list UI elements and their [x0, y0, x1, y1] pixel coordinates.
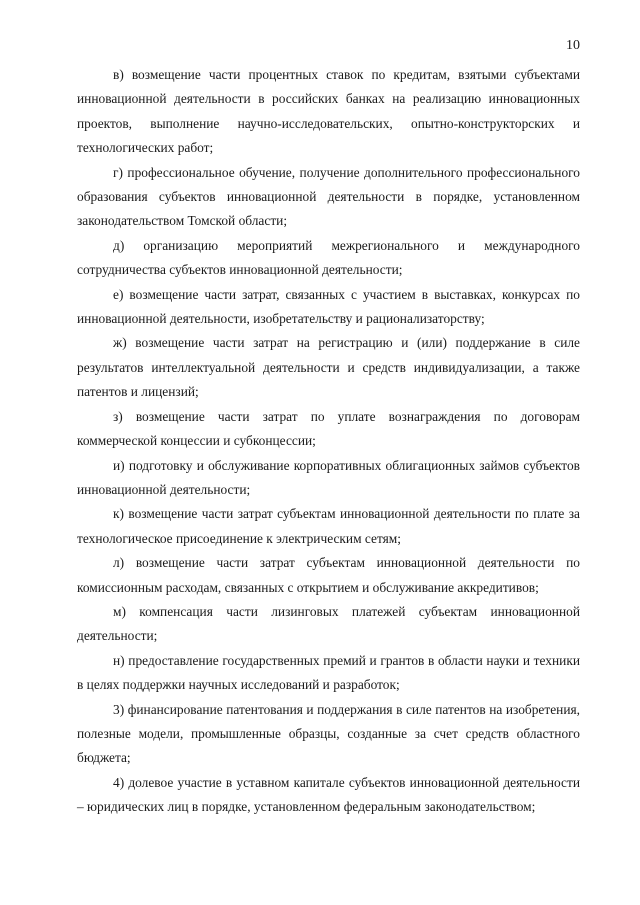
paragraph-zh: ж) возмещение части затрат на регистрацию и (или) поддержание в силе результатов интеллектуальной деятельности и средств индивидуализации, а также патентов и лицензий; — [77, 335, 580, 400]
paragraph-v: в) возмещение части процентных ставок по кредитам, взятыми субъектами инновационной деятельности в российских банках на реализацию инновационных проектов, выполнение научно-исследовательских, опытно-конструкторских и технологических работ; — [77, 67, 580, 156]
paragraph-d: д) организацию мероприятий межрегионального и международного сотрудничества субъектов инновационной деятельности; — [77, 237, 580, 278]
paragraph-3: 3) финансирование патентования и поддержания в силе патентов на изобретения, полезные модели, промышленные образцы, созданные за счет средств областного бюджета; — [77, 701, 580, 766]
document-body — [77, 63, 580, 820]
paragraph-n: н) предоставление государственных премий и грантов в области науки и техники в целях поддержки научных исследований и разработок; — [77, 652, 580, 693]
paragraph-g: г) профессиональное обучение, получение дополнительного профессионального образования субъектов инновационной деятельности в порядке, установленном законодательством Томской области; — [77, 164, 580, 229]
paragraph-z: з) возмещение части затрат по уплате вознаграждения по договорам коммерческой концессии и субконцессии; — [77, 408, 580, 449]
page-number: 10 — [566, 38, 580, 53]
paragraph-i: и) подготовку и обслуживание корпоративных облигационных займов субъектов инновационной деятельности; — [77, 457, 580, 497]
paragraph-e: е) возмещение части затрат, связанных с участием в выставках, конкурсах по инновационной деятельности, изобретательству и рационализаторству; — [77, 286, 580, 327]
paragraph-k: к) возмещение части затрат субъектам инновационной деятельности по плате за технологическое присоединение к электрическим сетям; — [77, 506, 580, 546]
paragraph-m: м) компенсация части лизинговых платежей субъектам инновационной деятельности; — [77, 603, 580, 644]
paragraph-4: 4) долевое участие в уставном капитале субъектов инновационной деятельности – юридических лиц в порядке, установленном федеральным законодательством; — [77, 774, 580, 815]
paragraph-l: л) возмещение части затрат субъектам инновационной деятельности по комиссионным расходам, связанных с открытием и обслуживание аккредитивов; — [77, 555, 580, 595]
